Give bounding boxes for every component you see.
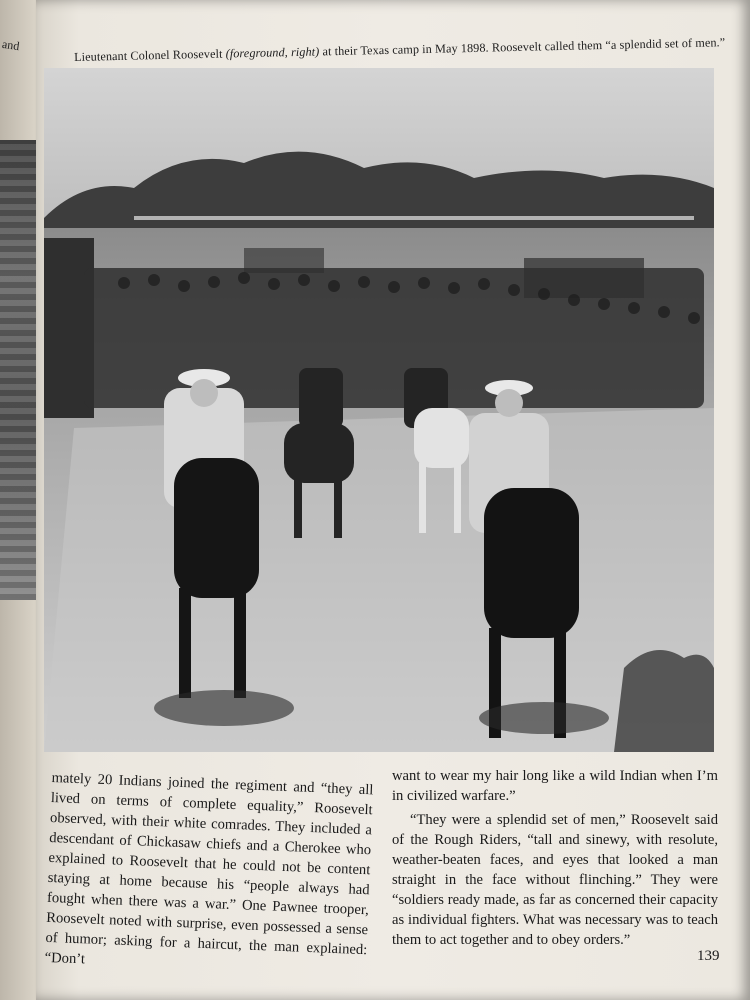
historical-photo [44,68,714,752]
right-column-paragraph-2: “They were a splendid set of men,” Roosevelt said of the Rough Riders, “tall and sinewy, with resolute, weather-beaten faces, and eyes that looked a man straight in the face without flinching.” They were “soldiers ready made, as far as concerned their capacity as individual fighters. What was necessary was to teach them to act together and to obey orders.” [392,812,718,948]
body-text-right-column [392,766,718,950]
left-page-text: and [1,36,21,54]
caption-text-before: Lieutenant Colonel Roosevelt [74,46,226,64]
page-number: 139 [697,948,720,964]
body-text-left-column [44,768,373,980]
right-column-paragraph-1: want to wear my hair long like a wild Indian when I’m in civilized warfare.” [392,768,718,804]
left-column-paragraph: mately 20 Indians joined the regiment and “they all lived on terms of complete equality,” Roosevelt observed, with their white comrades. They included a descendant of Chickasaw chiefs and a Cherokee who explained to Roosevelt that he could not be content staying at home because his “people always had fought when there was a war.” One Pawnee trooper, Roosevelt noted with surprise, even possessed a sense of humor; asking for a haircut, the man explained: “Don’t [44,769,374,968]
caption-text-after: at their Texas camp in May 1898. Roosevelt called them “a splendid set of men.” [319,35,726,59]
caption-emphasis: (foreground, right) [225,44,320,61]
photo-cavalry-regiment-icon [44,68,714,752]
